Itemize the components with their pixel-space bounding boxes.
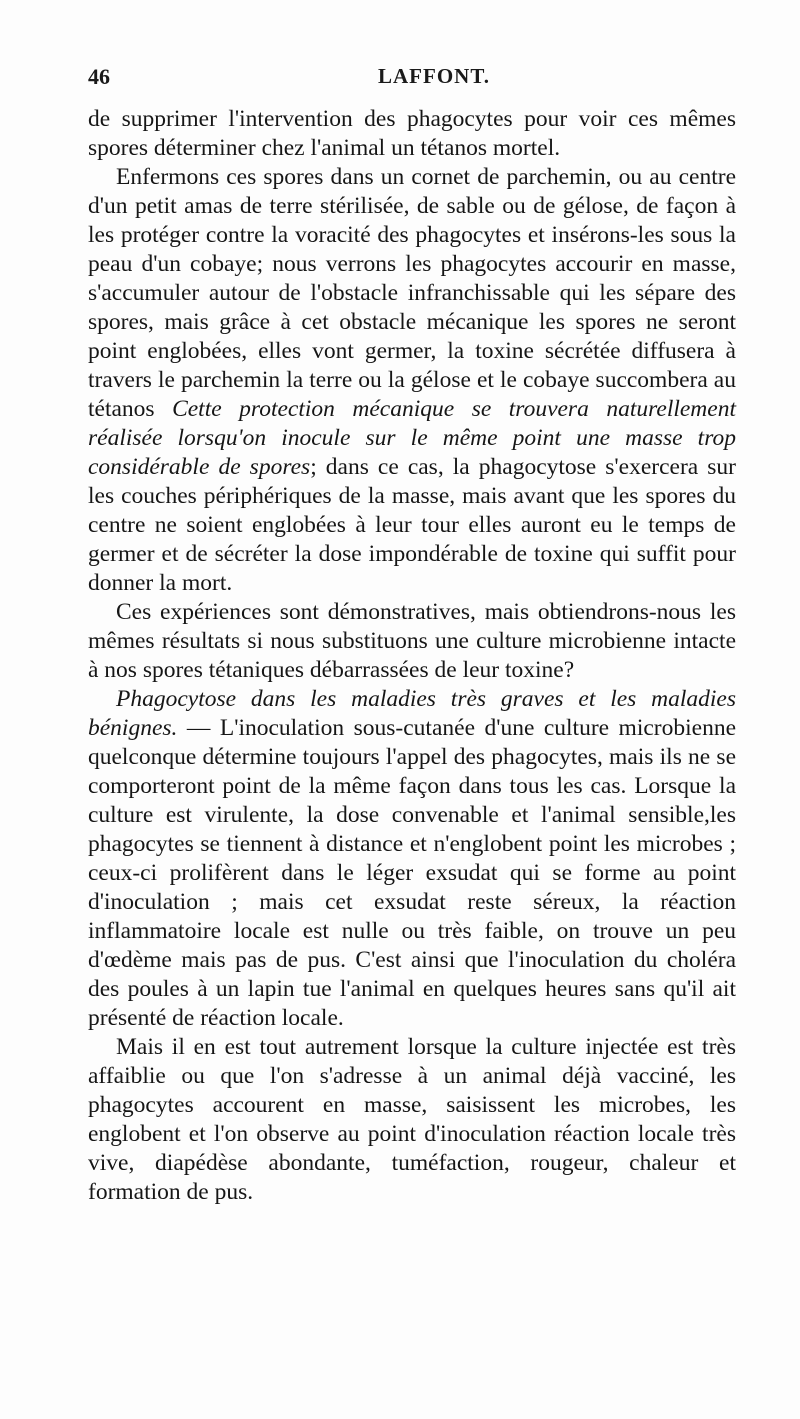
paragraph-text: Mais il en est tout autrement lorsque la culture injectée est très affaiblie ou que l'on s'adresse à un animal déjà vacciné, les phagocytes accourent en masse, saisissent les microbes, les englobent et l'on observe au point d'inoculation réaction locale très vive, diapédèse abondante, tuméfaction, rougeur, chaleur et formation de pus. [88,1034,736,1205]
paragraph-text: Enfermons ces spores dans un cornet de parchemin, ou au centre d'un petit amas de terre stérilisée, de sable ou de gélose, de façon à les protéger contre la voracité des phagocytes et insérons-les sous la peau d'un cobaye; nous verrons les phagocytes accourir en masse, s'accumuler autour de l'obstacle infranchissable qui les sépare des spores, mais grâce à cet obstacle mécanique les spores ne seront point englobées, elles vont germer, la toxine sécrétée diffusera à travers le parchemin la terre ou la gélose et le cobaye succombera au tétanos [88,164,736,422]
paragraph-text: Ces expériences sont démonstratives, mais obtiendrons-nous les mêmes résultats si nous substituons une culture microbienne intacte à nos spores tétaniques débarrassées de leur toxine? [88,599,736,683]
paragraph-4 [88,685,736,1033]
running-head [88,64,728,94]
page-number: 46 [88,64,110,89]
paragraph-text: — L'inoculation sous-cutanée d'une culture microbienne quelconque détermine toujours l'appel des phagocytes, mais ils ne se comporteront point de la même façon dans tous les cas. Lorsque la culture est virulente, la dose convenable et l'animal sensible,les phagocytes se tiennent à distance et n'englobent point les microbes ; ceux-ci prolifèrent dans le léger exsudat qui se forme au point d'inoculation ; mais cet exsudat reste séreux, la réaction inflammatoire locale est nulle ou très faible, on trouve un peu d'œdème mais pas de pus. C'est ainsi que l'inoculation du choléra des poules à un lapin tue l'animal en quelques heures sans qu'il ait présenté de réaction locale. [88,715,736,1031]
running-head-author: LAFFONT. [378,64,491,88]
section-heading-italic: Phagocytose dans les maladies très graves et les maladies bénignes. [88,686,736,741]
italic-phrase: Cette protection mécanique se trouvera naturellement réalisée lorsqu'on inocule sur le même point une masse trop considérable de spores [88,396,736,480]
paragraph-2 [88,163,736,598]
body-text [88,105,736,1207]
paragraph-text: de supprimer l'intervention des phagocytes pour voir ces mêmes spores déterminer chez l'animal un tétanos mortel. [88,106,736,161]
paragraph-text: ; dans ce cas, la phagocytose s'exercera sur les couches périphériques de la masse, mais avant que les spores du centre ne soient englobées à leur tour elles auront eu le temps de germer et de sécréter la dose impondérable de toxine qui suffit pour donner la mort. [88,454,736,596]
paragraph-3 [88,598,736,685]
paragraph-1 [88,105,736,163]
paragraph-5 [88,1033,736,1207]
